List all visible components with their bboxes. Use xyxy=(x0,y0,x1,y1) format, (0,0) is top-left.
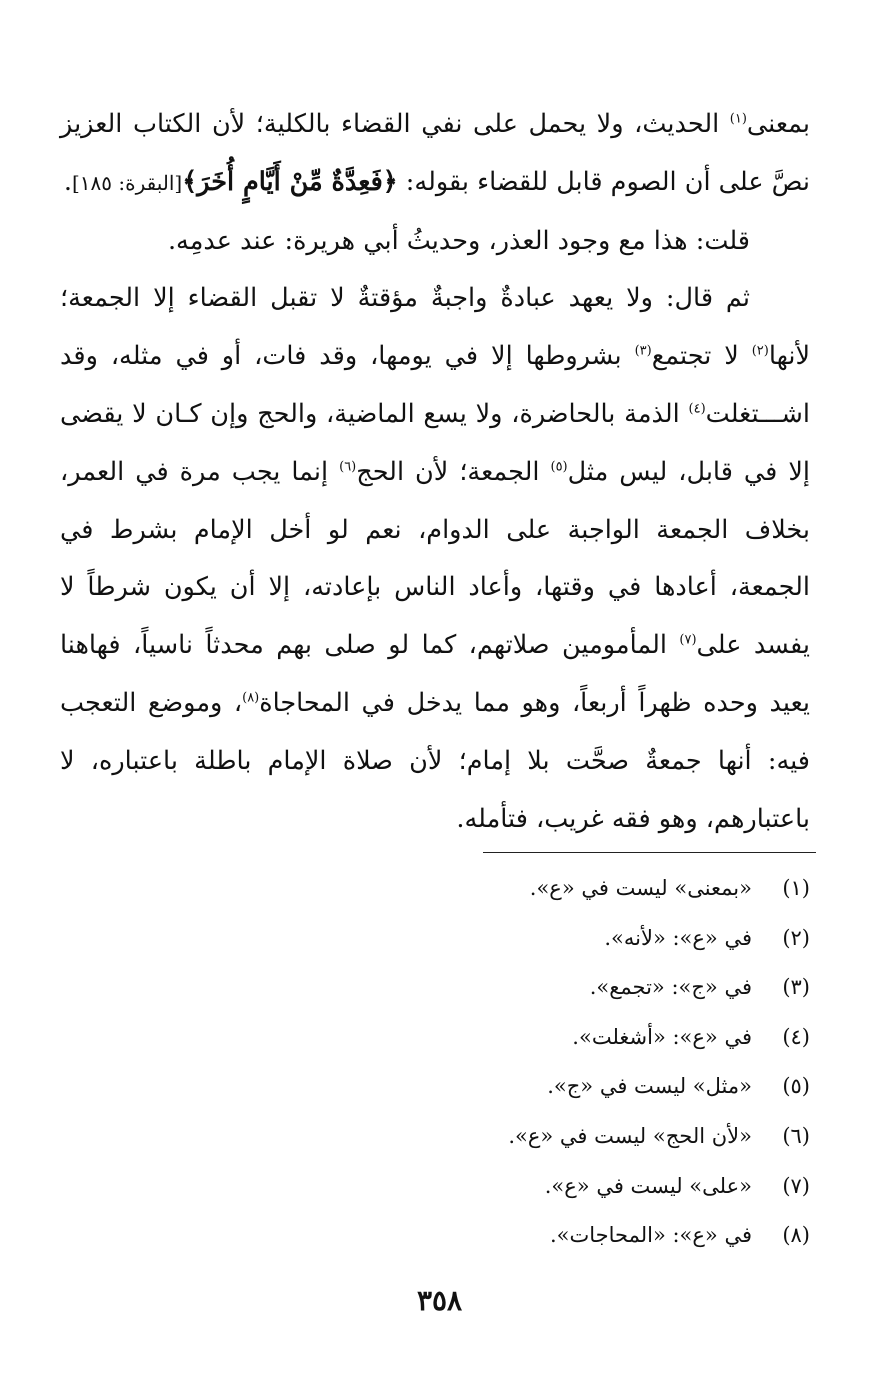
quran-verse: ﴿فَعِدَّةٌ مِّنْ أَيَّامٍ أُخَرَ﴾ xyxy=(182,166,398,197)
footnote-marker-7: (٧) xyxy=(679,632,697,648)
footnote-item xyxy=(300,1211,810,1261)
footnote-marker-4: (٤) xyxy=(688,401,706,417)
footnote-number: (٤) xyxy=(782,1024,810,1049)
footnote-item xyxy=(300,914,810,964)
footnote-text: «لأن الحج» ليست في «ع». xyxy=(508,1123,752,1148)
footnotes xyxy=(300,864,810,1261)
paragraph-3: ثم قال: ولا يعهد عبادةٌ واجبةٌ مؤقتةٌ لا تقبل القضاء إلا الجمعة؛ لأنها$^{(٢)}$ لا تجتمع$^{(٣)}$ بشروطها إلا في يومها، وقد فات، أو في مثله، وقد اشـــتغلت$^{(٤)}$ الذمة بالحاضرة، ولا يسع الماضية، والحج وإن كـان لا يقضى إلا في قابل، ليس مثل$^{(٥)}$ الجمعة؛ لأن الحج$^{(٦)}$ إنما يجب مرة في العمر، بخلاف الجمعة الواجبة على الدوام، نعم لو أخل الإمام بشرط في الجمعة، أعادها في وقتها، وأعاد الناس بإعادته، إلا أن يكون شرطاً لا يفسد على$^{(٧)}$ المأمومين صلاتهم، كما لو صلى بهم محدثاً ناسياً، فهاهنا يعيد وحده ظهراً أربعاً، وهو مما يدخل في المحاجاة$^{(٨)}$، وموضع التعجب فيه: أنها جمعةٌ صحَّت بلا إمام؛ لأن صلاة الإمام باطلة باعتباره، لا باعتبارهم، وهو فقه غريب، فتأمله. xyxy=(60,283,810,834)
footnote-item xyxy=(300,1013,810,1063)
footnote-divider xyxy=(483,852,816,853)
footnote-text: في «ع»: «المحاجات». xyxy=(549,1223,752,1248)
paragraph-2: قلت: هذا مع وجود العذر، وحديثُ أبي هريرة: عند عدمِه. xyxy=(167,225,750,256)
footnote-text: «مثل» ليست في «ج». xyxy=(547,1074,752,1099)
footnote-number: (٣) xyxy=(782,975,810,1000)
footnote-item xyxy=(300,963,810,1013)
footnote-number: (٨) xyxy=(782,1223,810,1248)
footnote-number: (٦) xyxy=(782,1123,810,1148)
footnote-number: (٥) xyxy=(782,1074,810,1099)
footnote-text: في «ج»: «تجمع». xyxy=(589,975,752,1000)
paragraph-1: بمعنى$^{(١)}$ الحديث، ولا يحمل على نفي القضاء بالكلية؛ لأن الكتاب العزيز نصَّ على أن الصوم قابل للقضاء بقوله: ﴿فَعِدَّةٌ مِّنْ أَيَّامٍ أُخَرَ﴾[البقرة: ١٨٥]. xyxy=(60,109,810,197)
main-text xyxy=(60,96,810,848)
footnote-marker-6: (٦) xyxy=(339,459,357,475)
footnote-text: «على» ليست في «ع». xyxy=(544,1173,752,1198)
footnote-number: (١) xyxy=(782,876,810,900)
footnote-item xyxy=(300,1062,810,1112)
footnote-marker-8: (٨) xyxy=(242,690,260,706)
footnote-text: في «ع»: «لأنه». xyxy=(604,925,752,950)
footnote-number: (٢) xyxy=(782,925,810,950)
footnote-marker-2: (٢) xyxy=(751,343,769,359)
footnote-text: «بمعنى» ليست في «ع». xyxy=(529,876,752,900)
verse-reference: [البقرة: ١٨٥] xyxy=(71,170,183,195)
footnote-item xyxy=(300,864,810,914)
footnote-number: (٧) xyxy=(782,1173,810,1198)
footnote-marker-1: (١) xyxy=(729,111,747,127)
footnote-marker-5: (٥) xyxy=(550,459,568,475)
page-number: ٣٥٨ xyxy=(416,1284,463,1317)
footnote-text: في «ع»: «أشغلت». xyxy=(572,1024,752,1049)
footnote-item xyxy=(300,1112,810,1162)
footnote-marker-3: (٣) xyxy=(634,343,652,359)
footnote-item xyxy=(300,1162,810,1212)
